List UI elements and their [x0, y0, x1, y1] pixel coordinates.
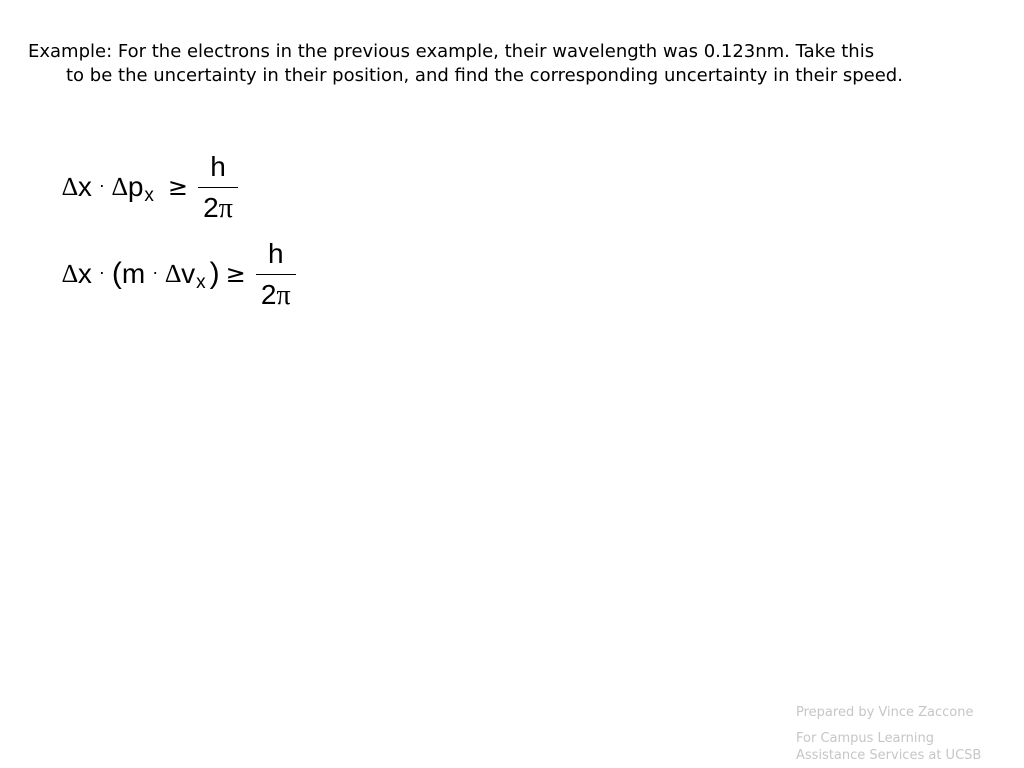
delta-symbol: ∆ [62, 172, 78, 201]
fraction-bar [256, 274, 296, 275]
credit-prepared-by: Prepared by Vince Zaccone [796, 705, 974, 720]
equation-uncertainty-velocity [62, 234, 296, 314]
fraction-h-over-2pi [198, 150, 238, 225]
fraction-numerator: h [210, 150, 226, 182]
geq-symbol: ≥ [225, 260, 246, 288]
problem-line-2: to be the uncertainty in their position, and find the corresponding uncertainty in their speed. [66, 65, 903, 86]
var-x: x [77, 258, 92, 289]
fraction-denominator [203, 192, 233, 225]
credit-org-line-2: Assistance Services at UCSB [796, 748, 982, 763]
fraction-numerator: h [267, 237, 284, 269]
fraction-h-over-2pi [256, 237, 296, 312]
credit-org-line-1: For Campus Learning [796, 731, 934, 746]
delta-symbol: ∆ [111, 172, 128, 201]
open-paren: ( [111, 257, 122, 290]
equation-uncertainty-momentum [62, 147, 238, 227]
var-m: m [121, 258, 146, 289]
subscript-x: x [144, 185, 154, 206]
multiply-dot: · [152, 261, 159, 282]
pi-symbol: π [218, 192, 233, 224]
fraction-denominator [261, 279, 291, 312]
var-x: x [77, 171, 92, 202]
delta-symbol: ∆ [62, 259, 78, 288]
multiply-dot: · [98, 261, 105, 282]
problem-line-1: Example: For the electrons in the previous example, their wavelength was 0.123nm. Take this [28, 41, 875, 62]
credit-organization [796, 730, 981, 764]
geq-symbol: ≥ [167, 173, 189, 201]
multiply-dot: · [98, 174, 105, 195]
problem-statement [28, 40, 1003, 88]
denominator-two: 2 [260, 278, 277, 310]
var-p: p [127, 171, 144, 202]
denominator-two: 2 [203, 191, 219, 223]
subscript-x: x [196, 272, 206, 293]
delta-symbol: ∆ [165, 259, 182, 288]
fraction-bar [198, 187, 238, 188]
pi-symbol: π [276, 279, 291, 311]
close-paren: ) [209, 257, 220, 290]
var-v: v [181, 258, 196, 289]
